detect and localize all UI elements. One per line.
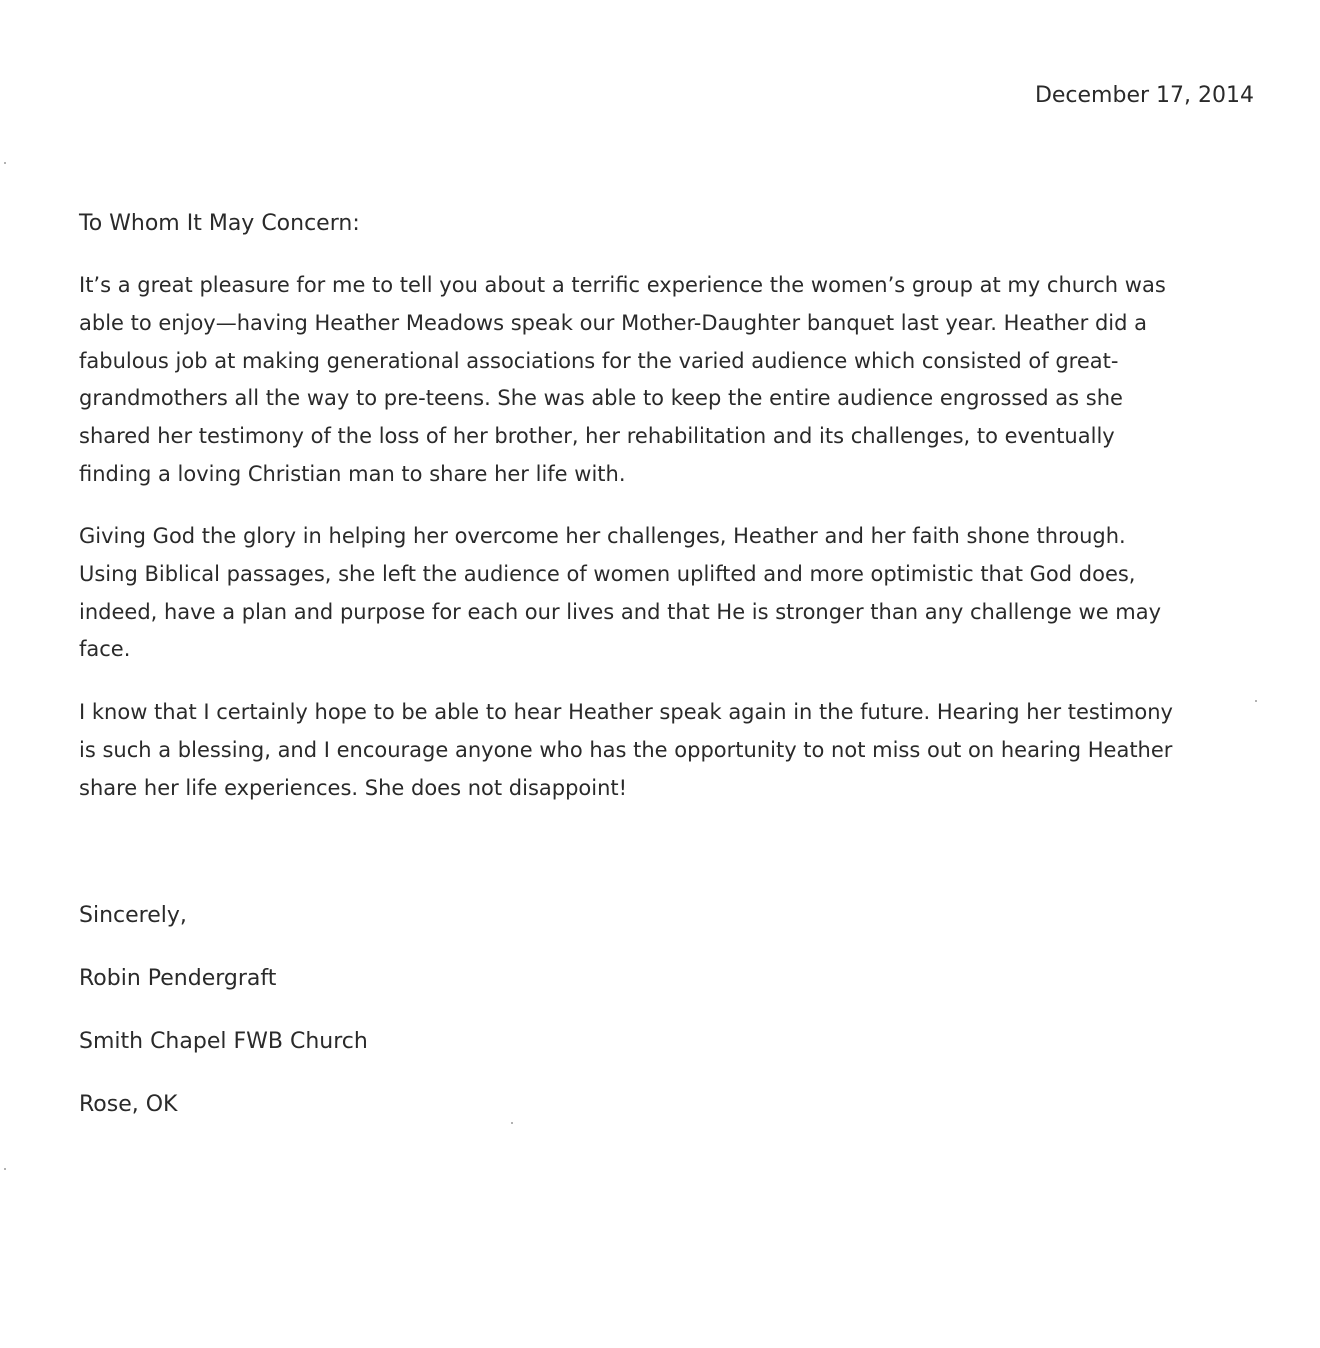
location: Rose, OK bbox=[79, 1092, 178, 1117]
paragraph-line: indeed, have a plan and purpose for each our lives and that He is stronger than any challenge we may bbox=[79, 599, 1162, 624]
paragraph-line: Giving God the glory in helping her overcome her challenges, Heather and her faith shone through. bbox=[79, 524, 1126, 548]
paragraph-line: It’s a great pleasure for me to tell you about a terrific experience the women’s group at my church was bbox=[79, 273, 1166, 297]
paragraph-line: fabulous job at making generational associations for the varied audience which consisted of great- bbox=[79, 348, 1119, 373]
paragraph-line: I know that I certainly hope to be able to hear Heather speak again in the future. Hearing her testimony bbox=[79, 700, 1173, 724]
paragraph-line: grandmothers all the way to pre-teens. She was able to keep the entire audience engrossed as she bbox=[79, 386, 1123, 411]
paragraph-line: is such a blessing, and I encourage anyone who has the opportunity to not miss out on hearing Heather bbox=[79, 737, 1173, 762]
scan-speck bbox=[4, 1168, 6, 1170]
paragraph-line: shared her testimony of the loss of her brother, her rehabilitation and its challenges, to eventually bbox=[79, 424, 1115, 449]
scan-speck bbox=[1255, 700, 1257, 702]
letter-date: December 17, 2014 bbox=[1034, 83, 1254, 108]
signer-name: Robin Pendergraft bbox=[79, 966, 277, 991]
paragraph-line: share her life experiences. She does not disappoint! bbox=[79, 775, 628, 800]
paragraph-3 bbox=[79, 694, 1254, 807]
paragraph-line: face. bbox=[79, 637, 131, 662]
paragraph-1 bbox=[79, 267, 1254, 494]
scan-speck bbox=[511, 1122, 513, 1124]
organization: Smith Chapel FWB Church bbox=[79, 1029, 368, 1054]
paragraph-line: Using Biblical passages, she left the audience of women uplifted and more optimistic that God does, bbox=[79, 561, 1136, 586]
paragraph-line: finding a loving Christian man to share her life with. bbox=[79, 461, 626, 486]
closing: Sincerely, bbox=[79, 903, 187, 928]
paragraph-line: able to enjoy—having Heather Meadows speak our Mother-Daughter banquet last year. Heather did a bbox=[79, 310, 1148, 335]
paragraph-2 bbox=[79, 518, 1254, 669]
scan-speck bbox=[4, 162, 6, 164]
salutation: To Whom It May Concern: bbox=[79, 211, 360, 236]
